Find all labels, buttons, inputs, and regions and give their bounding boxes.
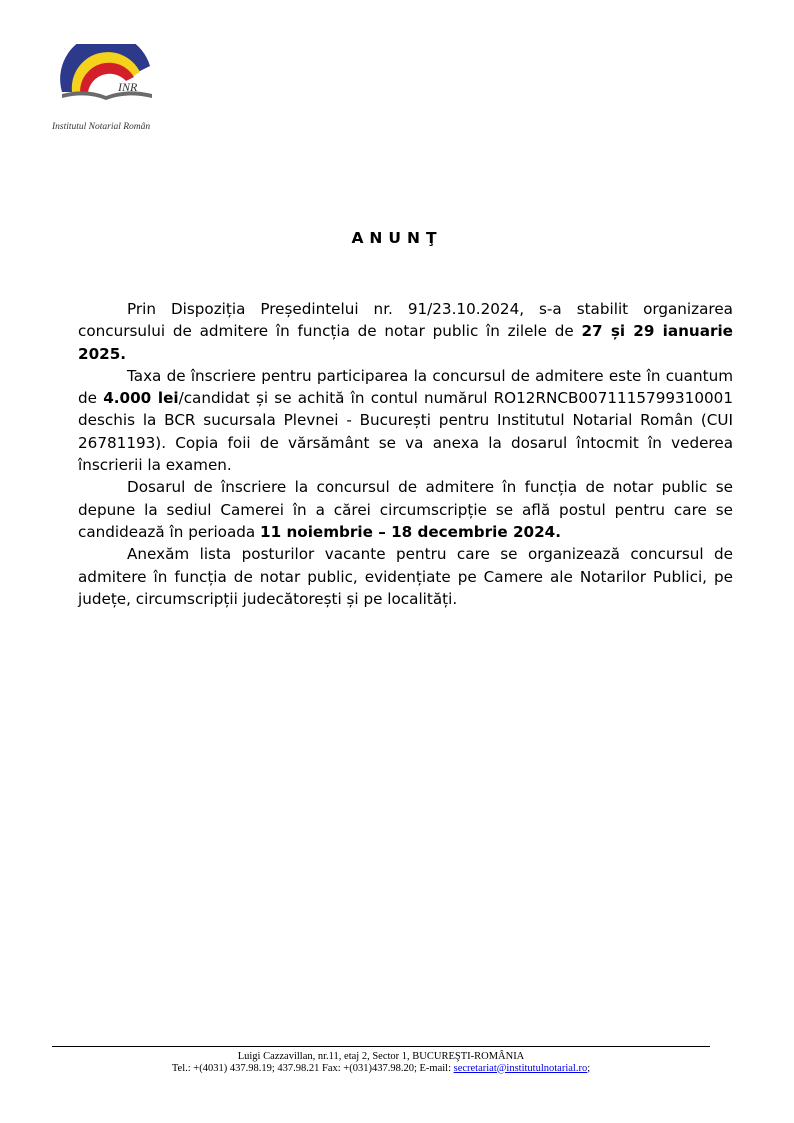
footer-address: Luigi Cazzavillan, nr.11, etaj 2, Sector 1, BUCUREŞTI-ROMÂNIA (237, 1051, 525, 1062)
announcement-body (78, 298, 733, 610)
footer-email-link[interactable]: secretariat@institutulnotarial.ro (453, 1062, 588, 1074)
bold-text: 27 și 29 ianuarie 2025. (78, 322, 733, 363)
logo-caption: Institutul Notarial Român (52, 122, 151, 132)
inr-logo-emblem-icon (58, 44, 154, 106)
inr-logo (52, 44, 182, 136)
page-title: ANUNŢ (351, 229, 443, 247)
footer-divider (52, 1046, 710, 1047)
paragraph-3 (78, 476, 733, 543)
footer-contact-suffix: ; (587, 1062, 591, 1074)
paragraph-text: Prin Dispoziția Președintelui nr. 91/23.10.2024, s-a stabilit organizarea concursului de admitere în funcția de notar public în zilele de (78, 300, 733, 341)
logo-abbreviation: INR (118, 80, 138, 94)
paragraph-2 (78, 365, 733, 476)
paragraph-text: /candidat și se achită în contul numărul RO12RNCB0071115799310001 deschis la BCR sucursala Plevnei - București pentru Institutul Notarial Român (CUI 26781193). Copia foii de vărsământ se va anexa la dosarul întocmit în vederea înscrierii la examen. (78, 389, 733, 475)
paragraph-text: Anexăm lista posturilor vacante pentru care se organizează concursul de admitere în funcția de notar public, evidențiate pe Camere ale Notarilor Publici, pe județe, circumscripții judecătorești și pe localități. (78, 545, 733, 608)
paragraph-text: Dosarul de înscriere la concursul de admitere în funcția de notar public se depune la sediul Camerei în a cărei circumscripție se află postul pentru care se candidează în perioada (78, 478, 733, 541)
bold-text: 4.000 lei (103, 389, 179, 408)
bold-text: 11 noiembrie – 18 decembrie 2024. (260, 522, 562, 541)
footer-contact (52, 1063, 710, 1075)
paragraph-text: Taxa de înscriere pentru participarea la concursul de admitere este în cuantum de (78, 366, 733, 408)
footer (52, 1051, 710, 1074)
footer-contact-text: Tel.: +(4031) 437.98.19; 437.98.21 Fax: +(031)437.98.20; E-mail: (171, 1062, 454, 1074)
paragraph-1 (78, 298, 733, 365)
paragraph-4 (78, 543, 733, 610)
logo-book (62, 91, 152, 100)
